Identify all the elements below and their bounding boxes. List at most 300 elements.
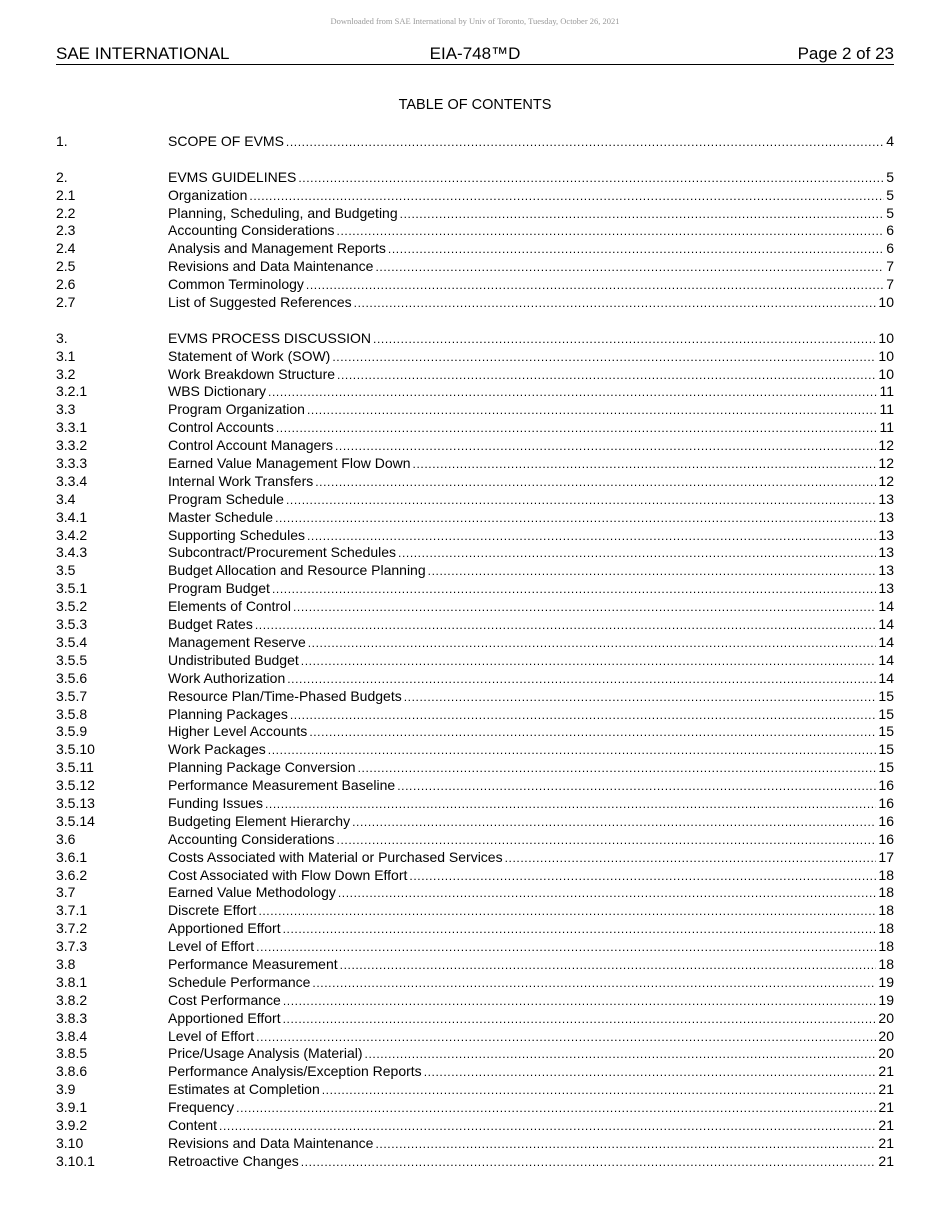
toc-entry-title: Retroactive Changes	[168, 1152, 299, 1169]
toc-entry[interactable]	[56, 759, 894, 777]
toc-entry[interactable]	[56, 348, 894, 366]
toc-entry-number: 3.1	[56, 347, 76, 364]
toc-entry[interactable]	[56, 1081, 894, 1099]
header-page-number: Page 2 of 23	[797, 44, 894, 63]
dot-leader	[338, 885, 877, 903]
toc-entry[interactable]	[56, 527, 894, 545]
dot-leader	[268, 742, 877, 760]
toc-entry[interactable]	[56, 276, 894, 294]
toc-entry[interactable]	[56, 992, 894, 1010]
toc-entry-page: 5	[886, 204, 894, 221]
toc-entry-line	[168, 1063, 894, 1082]
toc-entry-line	[168, 670, 894, 689]
toc-entry-line	[168, 938, 894, 957]
toc-entry[interactable]	[56, 509, 894, 527]
toc-entry-page: 14	[878, 598, 894, 615]
toc-entry-page: 6	[886, 240, 894, 257]
toc-entry-number: 3.2	[56, 365, 76, 382]
toc-entry-title: Earned Value Methodology	[168, 884, 336, 901]
toc-entry-page: 18	[878, 955, 894, 972]
toc-entry-line	[168, 652, 894, 671]
toc-entry-line	[168, 437, 894, 456]
toc-entry-page: 18	[878, 938, 894, 955]
toc-entry-title: Estimates at Completion	[168, 1081, 320, 1098]
toc-entry-page: 15	[878, 759, 894, 776]
toc-entry-page: 11	[879, 383, 894, 400]
toc-entry-page: 12	[878, 455, 894, 472]
dot-leader	[428, 563, 877, 581]
toc-entry-number: 3.5.10	[56, 741, 95, 758]
toc-entry[interactable]	[56, 205, 894, 223]
toc-entry-title: Master Schedule	[168, 508, 274, 525]
toc-entry-title: Revisions and Data Maintenance	[168, 258, 374, 275]
toc-entry[interactable]	[56, 974, 894, 992]
toc-entry-number: 3.5	[56, 562, 76, 579]
toc-entry-number: 2.	[56, 168, 68, 185]
toc-entry-title: Control Accounts	[168, 419, 274, 436]
toc-entry[interactable]	[56, 1028, 894, 1046]
toc-entry-title: Control Account Managers	[168, 437, 333, 454]
dot-leader	[306, 277, 884, 295]
dot-leader	[413, 456, 877, 474]
toc-entry-page: 12	[878, 472, 894, 489]
dot-leader	[337, 832, 877, 850]
toc-entry-number: 3.3	[56, 401, 76, 418]
toc-entry-page: 12	[878, 437, 894, 454]
toc-entry-title: Work Authorization	[168, 669, 286, 686]
toc-entry-title: Level of Effort	[168, 1027, 255, 1044]
toc-entry-line	[168, 1028, 894, 1047]
toc-entry-number: 3.5.9	[56, 723, 88, 740]
dot-leader	[283, 1011, 877, 1029]
toc-entry-title: Planning Package Conversion	[168, 759, 356, 776]
toc-entry-title: Discrete Effort	[168, 902, 257, 919]
toc-entry-line	[168, 884, 894, 903]
toc-entry-title: Performance Measurement	[168, 955, 338, 972]
toc-entry-line	[168, 544, 894, 563]
toc-entry-number: 3.5.6	[56, 669, 88, 686]
toc-entry-number: 3.8.4	[56, 1027, 88, 1044]
toc-entry-title: Budget Rates	[168, 616, 253, 633]
dot-leader	[272, 581, 876, 599]
toc-entry[interactable]	[56, 1135, 894, 1153]
toc-entry-line	[168, 1045, 894, 1064]
toc-entry-line	[168, 276, 894, 295]
toc-entry-title: Funding Issues	[168, 794, 263, 811]
dot-leader	[373, 331, 876, 349]
toc-entry[interactable]	[56, 867, 894, 885]
dot-leader	[375, 259, 884, 277]
toc-entry-line	[168, 795, 894, 814]
toc-entry[interactable]	[56, 366, 894, 384]
toc-entry-page: 7	[886, 276, 894, 293]
toc-entry-title: Supporting Schedules	[168, 526, 305, 543]
toc-entry[interactable]	[56, 652, 894, 670]
dot-leader	[283, 921, 877, 939]
dot-leader	[256, 1029, 876, 1047]
toc-entry-number: 3.5.5	[56, 651, 88, 668]
toc-entry[interactable]	[56, 920, 894, 938]
toc-entry-line	[168, 1153, 894, 1172]
toc-entry[interactable]	[56, 616, 894, 634]
toc-entry-page: 21	[878, 1152, 894, 1169]
toc-entry-line	[168, 509, 894, 528]
toc-entry-title: Subcontract/Procurement Schedules	[168, 544, 397, 561]
toc-entry-line	[168, 366, 894, 385]
toc-entry-page: 13	[878, 508, 894, 525]
toc-entry-page: 10	[878, 347, 894, 364]
toc-entry-line	[168, 473, 894, 492]
toc-entry-page: 20	[878, 1009, 894, 1026]
toc-entry-page: 15	[878, 705, 894, 722]
toc-entry[interactable]	[56, 1099, 894, 1117]
toc-entry-page: 13	[878, 562, 894, 579]
toc-entry-line	[168, 1099, 894, 1118]
toc-entry-line	[168, 902, 894, 921]
toc-entry-number: 3.9	[56, 1081, 76, 1098]
toc-entry[interactable]	[56, 777, 894, 795]
toc-entry-number: 3.7	[56, 884, 76, 901]
toc-entry-line	[168, 706, 894, 725]
toc-entry[interactable]	[56, 330, 894, 348]
toc-entry-page: 5	[886, 168, 894, 185]
toc-entry-page: 16	[878, 830, 894, 847]
toc-entry[interactable]	[56, 634, 894, 652]
toc-entry[interactable]	[56, 562, 894, 580]
dot-leader	[256, 939, 876, 957]
toc-entry-line	[168, 580, 894, 599]
toc-entry-page: 19	[878, 973, 894, 990]
toc-entry-page: 10	[878, 365, 894, 382]
toc-entry-page: 21	[878, 1063, 894, 1080]
toc-entry-title: List of Suggested References	[168, 294, 352, 311]
dot-leader	[276, 420, 878, 438]
toc-entry-number: 2.2	[56, 204, 76, 221]
toc-entry[interactable]	[56, 670, 894, 688]
toc-entry-page: 19	[878, 991, 894, 1008]
toc-entry-line	[168, 562, 894, 581]
toc-entry-page: 14	[878, 616, 894, 633]
toc-entry-title: Accounting Considerations	[168, 830, 335, 847]
toc-entry[interactable]	[56, 187, 894, 205]
toc-entry[interactable]	[56, 741, 894, 759]
toc-entry[interactable]	[56, 294, 894, 312]
toc-entry-title: Program Schedule	[168, 490, 284, 507]
toc-entry[interactable]	[56, 938, 894, 956]
dot-leader	[309, 724, 876, 742]
dot-leader	[404, 689, 877, 707]
toc-entry-title: Program Budget	[168, 580, 270, 597]
toc-entry[interactable]	[56, 1117, 894, 1135]
toc-entry-title: Organization	[168, 186, 248, 203]
toc-entry-line	[168, 491, 894, 510]
toc-entry-title: Costs Associated with Material or Purchased Services	[168, 848, 503, 865]
toc-entry[interactable]	[56, 1045, 894, 1063]
toc-entry-number: 3.5.8	[56, 705, 88, 722]
toc-entry-title: Accounting Considerations	[168, 222, 335, 239]
toc-entry-number: 3.5.4	[56, 633, 88, 650]
toc-entry-line	[168, 258, 894, 277]
toc-entry-title: Common Terminology	[168, 276, 304, 293]
toc-entry-number: 3.6.2	[56, 866, 88, 883]
toc-entry-line	[168, 187, 894, 206]
toc-entry-page: 21	[878, 1116, 894, 1133]
toc-entry[interactable]	[56, 795, 894, 813]
toc-entry-title: Earned Value Management Flow Down	[168, 455, 411, 472]
toc-entry[interactable]	[56, 491, 894, 509]
dot-leader	[312, 975, 876, 993]
toc-entry-page: 20	[878, 1045, 894, 1062]
dot-leader	[268, 384, 877, 402]
toc-entry[interactable]	[56, 222, 894, 240]
dot-leader	[307, 402, 878, 420]
dot-leader	[301, 1154, 877, 1172]
toc-entry-number: 3.3.2	[56, 437, 88, 454]
toc-entry[interactable]	[56, 723, 894, 741]
toc-entry[interactable]	[56, 831, 894, 849]
toc-entry-number: 2.3	[56, 222, 76, 239]
toc-entry-page: 14	[878, 633, 894, 650]
toc-entry-line	[168, 419, 894, 438]
toc-entry[interactable]	[56, 437, 894, 455]
toc-entry-number: 3.6	[56, 830, 76, 847]
dot-leader	[283, 993, 877, 1011]
toc-entry-line	[168, 741, 894, 760]
toc-entry-number: 2.4	[56, 240, 76, 257]
dot-leader	[354, 295, 877, 313]
toc-entry-number: 3.5.11	[56, 759, 94, 776]
toc-entry-title: Planning Packages	[168, 705, 288, 722]
download-watermark: Downloaded from SAE International by Univ of Toronto, Tuesday, October 26, 2021	[330, 16, 620, 26]
toc-entry-number: 3.4.3	[56, 544, 88, 561]
toc-entry-number: 3.8.6	[56, 1063, 88, 1080]
toc-entry-number: 3.3.4	[56, 472, 88, 489]
toc-entry-page: 6	[886, 222, 894, 239]
toc-entry-title: Apportioned Effort	[168, 920, 281, 937]
toc-entry-line	[168, 974, 894, 993]
page-header	[56, 44, 894, 65]
dot-leader	[293, 599, 876, 617]
toc-entry-page: 13	[878, 490, 894, 507]
toc-entry-number: 3.8.5	[56, 1045, 88, 1062]
toc-entry[interactable]	[56, 1153, 894, 1171]
toc-entry-title: Apportioned Effort	[168, 1009, 281, 1026]
toc-entry-page: 14	[878, 651, 894, 668]
toc-entry[interactable]	[56, 956, 894, 974]
toc-entry[interactable]	[56, 902, 894, 920]
toc-entry[interactable]	[56, 544, 894, 562]
toc-entry[interactable]	[56, 1063, 894, 1081]
toc-entry-line	[168, 1010, 894, 1029]
dot-leader	[397, 778, 876, 796]
toc-entry-number: 2.1	[56, 186, 76, 203]
toc-entry-line	[168, 831, 894, 850]
toc-entry-number: 3.5.2	[56, 598, 88, 615]
toc-entry-page: 7	[886, 258, 894, 275]
dot-leader	[301, 653, 877, 671]
toc-entry-title: EVMS GUIDELINES	[168, 168, 297, 185]
toc-entry-page: 11	[879, 401, 894, 418]
dot-leader	[322, 1082, 877, 1100]
header-document-id: EIA-748™D	[429, 44, 521, 63]
toc-entry-number: 3.5.7	[56, 687, 88, 704]
toc-entry-title: Resource Plan/Time-Phased Budgets	[168, 687, 402, 704]
toc-entry-line	[168, 240, 894, 259]
toc-entry[interactable]	[56, 813, 894, 831]
toc-entry-title: Revisions and Data Maintenance	[168, 1134, 374, 1151]
toc-entry-number: 3.5.14	[56, 812, 95, 829]
toc-entry-line	[168, 133, 894, 152]
toc-entry-number: 3.7.2	[56, 920, 88, 937]
toc-entry-line	[168, 169, 894, 188]
toc-entry-number: 3.5.12	[56, 777, 95, 794]
toc-entry-title: Elements of Control	[168, 598, 291, 615]
toc-entry-number: 1.	[56, 133, 68, 149]
dot-leader	[255, 617, 877, 635]
toc-entry[interactable]	[56, 1010, 894, 1028]
toc-entry[interactable]	[56, 169, 894, 187]
toc-entry-title: Work Packages	[168, 741, 266, 758]
toc-entry-number: 3.8	[56, 955, 76, 972]
toc-entry-line	[168, 527, 894, 546]
toc-entry-number: 3.	[56, 329, 68, 346]
toc-entry-page: 18	[878, 902, 894, 919]
toc-entry-page: 13	[878, 526, 894, 543]
toc-entry-line	[168, 222, 894, 241]
toc-entry-page: 16	[878, 777, 894, 794]
toc-entry-page: 18	[878, 866, 894, 883]
toc-entry-number: 3.3.1	[56, 419, 88, 436]
toc-entry-line	[168, 616, 894, 635]
dot-leader	[398, 545, 876, 563]
dot-leader	[375, 1136, 876, 1154]
toc-entry-title: Level of Effort	[168, 938, 255, 955]
dot-leader	[249, 188, 884, 206]
toc-entry-title: Planning, Scheduling, and Budgeting	[168, 204, 398, 221]
toc-entry-page: 13	[878, 544, 894, 561]
toc-entry-title: EVMS PROCESS DISCUSSION	[168, 329, 372, 346]
toc-entry-line	[168, 1135, 894, 1154]
dot-leader	[258, 903, 876, 921]
toc-entry-number: 2.5	[56, 258, 76, 275]
toc-entry-line	[168, 1081, 894, 1100]
dot-leader	[335, 438, 876, 456]
toc-entry[interactable]	[56, 455, 894, 473]
toc-entry-page: 10	[878, 294, 894, 311]
toc-entry-page: 21	[878, 1081, 894, 1098]
dot-leader	[265, 796, 876, 814]
toc-entry-title: Frequency	[168, 1099, 235, 1116]
toc-entry-line	[168, 634, 894, 653]
toc-entry-line	[168, 956, 894, 975]
dot-leader	[352, 814, 876, 832]
toc-entry-line	[168, 920, 894, 939]
toc-entry[interactable]	[56, 240, 894, 258]
toc-entry-number: 3.7.3	[56, 938, 88, 955]
toc-entry-title: Analysis and Management Reports	[168, 240, 386, 257]
toc-entry-line	[168, 598, 894, 617]
toc-entry-title: Content	[168, 1116, 218, 1133]
toc-entry-line	[168, 759, 894, 778]
toc-entry-page: 20	[878, 1027, 894, 1044]
toc-entry-page: 16	[878, 812, 894, 829]
toc-entry-line	[168, 1117, 894, 1136]
toc-title: TABLE OF CONTENTS	[398, 97, 552, 113]
toc-entry-number: 3.7.1	[56, 902, 88, 919]
dot-leader	[388, 241, 884, 259]
toc-entry[interactable]	[56, 849, 894, 867]
toc-entry[interactable]	[56, 580, 894, 598]
toc-entry-number: 3.5.3	[56, 616, 88, 633]
toc-entry-line	[168, 205, 894, 224]
toc-entry-title: Cost Performance	[168, 991, 281, 1008]
toc-entry-page: 16	[878, 794, 894, 811]
toc-entry-title: Performance Analysis/Exception Reports	[168, 1063, 422, 1080]
toc-entry-number: 3.9.2	[56, 1116, 88, 1133]
dot-leader	[290, 707, 877, 725]
dot-leader	[286, 492, 876, 510]
toc-entry[interactable]	[56, 884, 894, 902]
toc-entry-page: 10	[878, 329, 894, 346]
dot-leader	[400, 206, 885, 224]
toc-entry-line	[168, 401, 894, 420]
dot-leader	[424, 1064, 877, 1082]
toc-entry-line	[168, 455, 894, 474]
toc-entry-page: 18	[878, 884, 894, 901]
toc-entry[interactable]	[56, 706, 894, 724]
toc-entry-page: 17	[878, 848, 894, 865]
toc-entry[interactable]	[56, 258, 894, 276]
toc-entry-page: 13	[878, 580, 894, 597]
dot-leader	[286, 134, 884, 152]
dot-leader	[287, 671, 876, 689]
dot-leader	[236, 1100, 876, 1118]
toc-entry-number: 3.3.3	[56, 455, 88, 472]
toc-entry-page: 15	[878, 723, 894, 740]
toc-entry-number: 3.2.1	[56, 383, 88, 400]
toc-entry-title: Management Reserve	[168, 633, 306, 650]
toc-entry-title: Budgeting Element Hierarchy	[168, 812, 351, 829]
toc-entry-page: 21	[878, 1134, 894, 1151]
toc-entry-title: Higher Level Accounts	[168, 723, 308, 740]
toc-entry-line	[168, 348, 894, 367]
dot-leader	[332, 349, 876, 367]
table-of-contents	[56, 133, 894, 1171]
header-publisher: SAE INTERNATIONAL	[56, 44, 230, 63]
toc-entry-line	[168, 688, 894, 707]
dot-leader	[315, 474, 876, 492]
toc-entry[interactable]	[56, 473, 894, 491]
toc-entry-number: 3.8.2	[56, 991, 88, 1008]
toc-entry-line	[168, 294, 894, 313]
toc-entry-title: WBS Dictionary	[168, 383, 267, 400]
toc-entry-page: 18	[878, 920, 894, 937]
dot-leader	[365, 1046, 877, 1064]
toc-entry[interactable]	[56, 688, 894, 706]
dot-leader	[298, 170, 884, 188]
toc-entry[interactable]	[56, 401, 894, 419]
toc-entry[interactable]	[56, 598, 894, 616]
toc-entry-number: 3.4.1	[56, 508, 88, 525]
toc-entry-title: Internal Work Transfers	[168, 472, 314, 489]
toc-entry[interactable]	[56, 419, 894, 437]
dot-leader	[337, 223, 885, 241]
toc-entry[interactable]	[56, 133, 894, 151]
toc-entry-title: Undistributed Budget	[168, 651, 299, 668]
toc-entry-title: SCOPE OF EVMS	[168, 133, 284, 149]
toc-entry-page: 11	[879, 419, 894, 436]
toc-entry[interactable]	[56, 383, 894, 401]
